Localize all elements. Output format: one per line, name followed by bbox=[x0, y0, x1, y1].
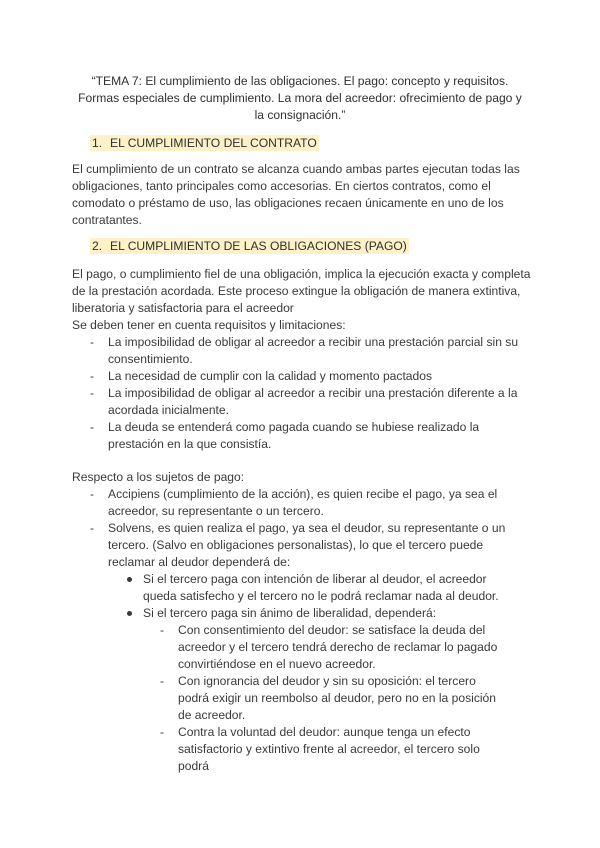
list-item: - La imposibilidad de obligar al acreedor a recibir una prestación parcial sin su consentimiento. bbox=[90, 335, 519, 366]
section-heading-1 bbox=[90, 135, 319, 151]
list-item-solvens: - Solvens, es quien realiza el pago, ya sea el deudor, su representante o un tercero. (Salvo en obligaciones personalistas), lo que el tercero puede reclamar al deudor dependerá de: Si el tercero paga con intención de liberar al deudor, el acreedor queda satisfecho y el tercero no le podrá reclamar nada al deudor. Si el tercero paga sin ánimo de liberalidad, dependerá: - Con consentimiento del deudor: se satisface la deuda del acreedor y el tercero tendrá derecho de reclamar lo pagado convirtiéndose en el nuevo acreedor. - Con ignorancia del deudor y sin su oposición: el tercero podrá exigir un reembolso al deudor, pero no en la posición de acreedor. - Contra la voluntad del deudor: aunque tenga un efecto satisfactorio y extintivo frente al acreedor, el tercero solo podrá bbox=[90, 520, 520, 775]
section-1-paragraph bbox=[72, 161, 532, 229]
list-item: - Con consentimiento del deudor: se satisface la deuda del acreedor y el tercero tendrá derecho de reclamar lo pagado convirtiéndose en el nuevo acreedor. bbox=[160, 623, 498, 671]
list-item-accipiens: - Accipiens (cumplimiento de la acción), es quien recibe el pago, ya sea el acreedor, su representante o un tercero. bbox=[90, 487, 498, 518]
paragraph-text: El pago, o cumplimiento fiel de una obligación, implica la ejecución exacta y completa de la prestación acordada. Este proceso extingue la obligación de manera extintiva, liberatoria y satisfactoria para el acreedor bbox=[72, 267, 531, 315]
section-heading-text: EL CUMPLIMIENTO DE LAS OBLIGACIONES (PAGO) bbox=[110, 239, 407, 253]
section-number: 2. bbox=[92, 239, 103, 253]
requisites-intro: Se deben tener en cuenta requisitos y limitaciones: bbox=[72, 318, 346, 332]
solvens-bullets bbox=[124, 571, 522, 775]
section-heading-2 bbox=[90, 238, 409, 254]
list-item: - Con ignorancia del deudor y sin su oposición: el tercero podrá exigir un reembolso al deudor, pero no en la posición de acreedor. bbox=[160, 674, 497, 722]
list-item: - La deuda se entenderá como pagada cuando se hubiese realizado la prestación en la que consistía. bbox=[90, 420, 480, 451]
bullet-item: Si el tercero paga con intención de liberar al deudor, el acreedor queda satisfecho y el tercero no le podrá reclamar nada al deudor. bbox=[124, 571, 522, 605]
document-title: “TEMA 7: El cumplimiento de las obligaciones. El pago: concepto y requisitos. Formas especiales de cumplimiento. La mora del acreedor: ofrecimiento de pago y la consignación.” bbox=[78, 74, 522, 122]
list-item: - La imposibilidad de obligar al acreedor a recibir una prestación diferente a la acordada inicialmente. bbox=[90, 386, 518, 417]
list-item: - Contra la voluntad del deudor: aunque tenga un efecto satisfactorio y extintivo frente al acreedor, el tercero solo podrá bbox=[160, 725, 480, 773]
subjects-list bbox=[90, 486, 520, 775]
bullet-dot bbox=[127, 611, 132, 616]
bullet-item: Si el tercero paga sin ánimo de liberalidad, dependerá: - Con consentimiento del deudor: se satisface la deuda del acreedor y el tercero tendrá derecho de reclamar lo pagado convirtiéndose en el nuevo acreedor. - Con ignorancia del deudor y sin su oposición: el tercero podrá exigir un reembolso al deudor, pero no en la posición de acreedor. - Contra la voluntad del deudor: aunque tenga un efecto satisfactorio y extintivo frente al acreedor, el tercero solo podrá bbox=[124, 605, 522, 775]
list-item: - La necesidad de cumplir con la calidad y momento pactados bbox=[90, 369, 433, 383]
paragraph-text: El cumplimiento de un contrato se alcanza cuando ambas partes ejecutan todas las obligaciones, tanto principales como accesorias. En ciertos contratos, como el comodato o préstamo de uso, las obligaciones recaen únicamente en uno de los contratantes. bbox=[72, 162, 520, 227]
bullet-dot bbox=[127, 577, 132, 582]
requisites-list bbox=[90, 334, 530, 453]
sub-dash-list bbox=[160, 622, 504, 775]
section-heading-text: EL CUMPLIMIENTO DEL CONTRATO bbox=[110, 136, 317, 150]
section-2-paragraph bbox=[72, 266, 532, 334]
section-number: 1. bbox=[92, 136, 103, 150]
subjects-intro: Respecto a los sujetos de pago: bbox=[72, 470, 245, 484]
